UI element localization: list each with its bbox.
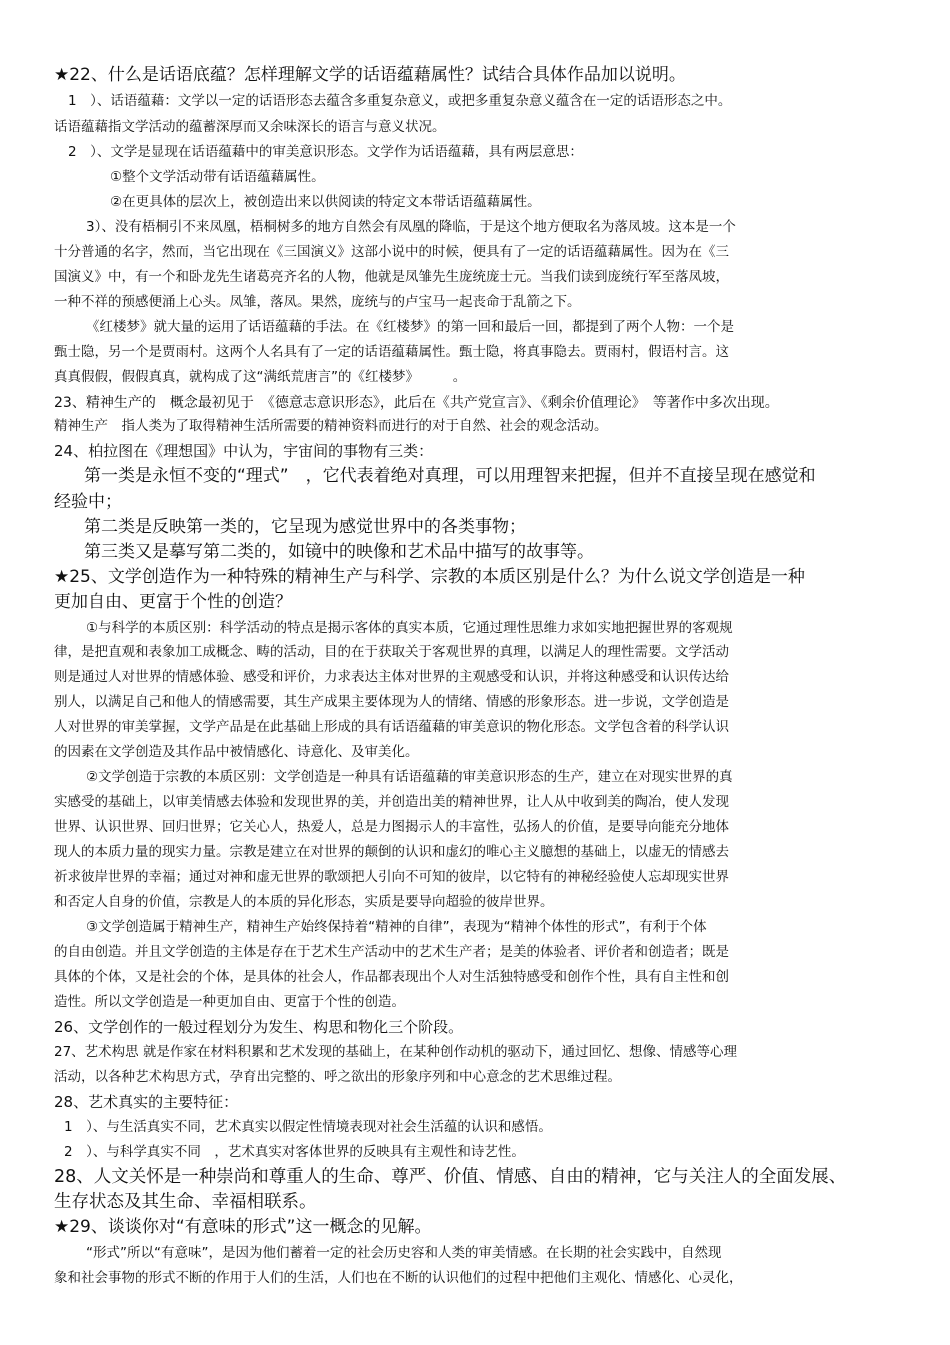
paragraph-line: 3）、没有梧桐引不来凤凰，梧桐树多的地方自然会有凤凰的降临，于是这个地方便取名为落凤坡。这本是一个 [86, 219, 736, 235]
paragraph-line: 生存状态及其生命、幸福相联系。 [54, 1192, 317, 1212]
paragraph-line: 第二类是反映第一类的，它呈现为感觉世界中的各类事物； [84, 517, 526, 537]
paragraph-line: 经验中； [54, 492, 122, 512]
paragraph-line: 活动，以各种艺术构思方式，孕育出完整的、呼之欲出的形象序列和中心意念的艺术思维过程。 [54, 1069, 621, 1085]
paragraph-line: 话语蕴藉指文学活动的蕴蓄深厚而又余味深长的语言与意义状况。 [54, 119, 446, 135]
list-item: ②在更具体的层次上，被创造出来以供阅读的特定文本带话语蕴藉属性。 [110, 194, 541, 210]
question-28b-line: 28、人文关怀是一种崇尚和尊重人的生命、尊严、价值、情感、自由的精神，它与关注人的全面发展、 [54, 1167, 847, 1187]
paragraph-line: 《红楼梦》就大量的运用了话语蕴藉的手法。在《红楼梦》的第一回和最后一回，都提到了两个人物：一个是 [86, 319, 734, 335]
list-item: 1 ）、与生活真实不同，艺术真实以假定性情境表现对社会生活蕴的认识和感悟。 [64, 1119, 552, 1135]
paragraph-line: 实感受的基础上，以审美情感去体验和发现世界的美，并创造出美的精神世界，让人从中收到美的陶冶，使人发现 [54, 794, 729, 810]
paragraph-line: 造性。所以文学创造是一种更加自由、更富于个性的创造。 [54, 994, 405, 1010]
paragraph-line: 的因素在文学创造及其作品中被情感化、诗意化、及审美化。 [54, 744, 419, 760]
paragraph-line: 祈求彼岸世界的幸福；通过对神和虚无世界的歌颂把人引向不可知的彼岸，以它特有的神秘经验使人忘却现实世界 [54, 869, 729, 885]
paragraph-line: 具体的个体，又是社会的个体，是具体的社会人，作品都表现出个人对生活独特感受和创作个性，具有自主性和创 [54, 969, 729, 985]
question-28-heading: 28、艺术真实的主要特征： [54, 1093, 239, 1111]
list-item: 2 ）、与科学真实不同 ，艺术真实对客体世界的反映具有主观性和诗艺性。 [64, 1144, 525, 1160]
question-25-heading-cont: 更加自由、更富于个性的创造？ [54, 592, 292, 612]
paragraph-line: 1 ）、话语蕴藉：文学以一定的话语形态去蕴含多重复杂意义，或把多重复杂意义蕴含在一定的话语形态之中。 [68, 93, 732, 109]
paragraph-line: 和否定人自身的价值，宗教是人的本质的异化形态，实质是要导向超验的彼岸世界。 [54, 894, 554, 910]
paragraph-line: 别人，以满足自己和他人的情感需要，其生产成果主要体现为人的情绪、情感的形象形态。进一步说，文学创造是 [54, 694, 729, 710]
paragraph-line: 人对世界的审美掌握，文学产品是在此基础上形成的具有话语蕴藉的审美意识的物化形态。文学包含着的科学认识 [54, 719, 729, 735]
question-24-heading: 24、柏拉图在《理想国》中认为，宇宙间的事物有三类： [54, 442, 434, 460]
paragraph-line: 一种不祥的预感便涌上心头。凤雏，落凤。果然，庞统与的卢宝马一起丧命于乱箭之下。 [54, 294, 581, 310]
paragraph-line: 律，是把直观和表象加工成概念、畴的活动，目的在于获取关于客观世界的真理，以满足人的理性需要。文学活动 [54, 644, 729, 660]
question-22-heading: ★22、什么是话语底蕴？怎样理解文学的话语蕴藉属性？试结合具体作品加以说明。 [54, 65, 686, 85]
paragraph-line: 第一类是永恒不变的“理式” ，它代表着绝对真理，可以用理智来把握，但并不直接呈现在感觉和 [84, 466, 816, 486]
question-26-line: 26、文学创作的一般过程划分为发生、构思和物化三个阶段。 [54, 1018, 464, 1036]
question-25-heading: ★25、文学创造作为一种特殊的精神生产与科学、宗教的本质区别是什么？为什么说文学创造是一种 [54, 567, 805, 587]
paragraph-line: 象和社会事物的形式不断的作用于人们的生活，人们也在不断的认识他们的过程中把他们主观化、情感化、心灵化， [54, 1270, 743, 1286]
paragraph-line: 精神生产 指人类为了取得精神生活所需要的精神资料而进行的对于自然、社会的观念活动。 [54, 418, 608, 434]
question-29-heading: ★29、谈谈你对“有意味的形式”这一概念的见解。 [54, 1217, 432, 1237]
paragraph-line: 则是通过人对世界的情感体验、感受和评价，力求表达主体对世界的主观感受和认识，并将这种感受和认识传达给 [54, 669, 729, 685]
question-27-line: 27、艺术构思 就是作家在材料积累和艺术发现的基础上，在某种创作动机的驱动下，通过回忆、想像、情感等心理 [54, 1044, 737, 1060]
list-item: ①整个文学活动带有话语蕴藉属性。 [110, 169, 325, 185]
paragraph-line: 甄士隐，另一个是贾雨村。这两个人名具有了一定的话语蕴藉属性。甄士隐，将真事隐去。贾雨村，假语村言。这 [54, 344, 729, 360]
paragraph-line: “形式”所以“有意味”，是因为他们蓄着一定的社会历史容和人类的审美情感。在长期的社会实践中，自然现 [86, 1245, 722, 1261]
paragraph-line: ③文学创造属于精神生产，精神生产始终保持着“精神的自律”，表现为“精神个体性的形式”，有利于个体 [86, 919, 707, 935]
paragraph-line: 的自由创造。并且文学创造的主体是存在于艺术生产活动中的艺术生产者；是美的体验者、评价者和创造者；既是 [54, 944, 729, 960]
paragraph-line: 现人的本质力量的现实力量。宗教是建立在对世界的颠倒的认识和虚幻的唯心主义臆想的基础上，以虚无的情感去 [54, 844, 729, 860]
question-23-line: 23、精神生产的 概念最初见于 《德意志意识形态》，此后在《共产党宣言》、《剩余价值理论》 等著作中多次出现。 [54, 395, 779, 411]
paragraph-line: 世界、认识世界、回归世界；它关心人，热爱人，总是力图揭示人的丰富性，弘扬人的价值，是要导向能充分地体 [54, 819, 729, 835]
paragraph-line: 十分普通的名字，然而，当它出现在《三国演义》这部小说中的时候，便具有了一定的话语蕴藉属性。因为在《三 [54, 244, 729, 260]
paragraph-line: 国演义》中，有一个和卧龙先生诸葛亮齐名的人物，他就是凤雏先生庞统庞士元。当我们读到庞统行军至落凤坡， [54, 269, 729, 285]
paragraph-line: 真真假假，假假真真，就构成了这“满纸荒唐言”的《红楼梦》 。 [54, 369, 467, 385]
paragraph-line: ②文学创造于宗教的本质区别：文学创造是一种具有话语蕴藉的审美意识形态的生产，建立在对现实世界的真 [86, 769, 733, 785]
paragraph-line: 2 ）、文学是显现在话语蕴藉中的审美意识形态。文学作为话语蕴藉，具有两层意思： [68, 144, 583, 160]
paragraph-line: ①与科学的本质区别：科学活动的特点是揭示客体的真实本质，它通过理性思维力求如实地把握世界的客观规 [86, 620, 733, 636]
paragraph-line: 第三类又是摹写第二类的，如镜中的映像和艺术品中描写的故事等。 [84, 542, 594, 562]
